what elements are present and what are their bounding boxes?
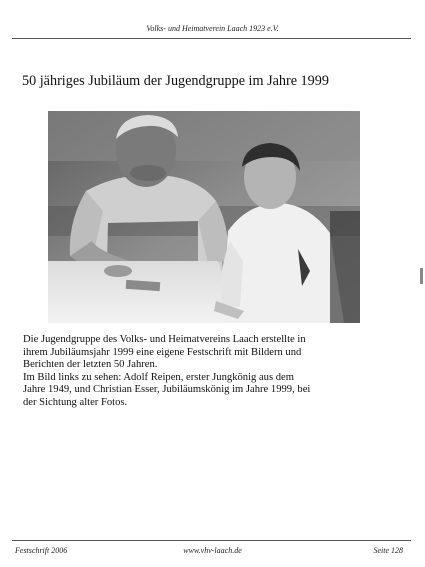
caption-line: Im Bild links zu sehen: Adolf Reipen, erster Jungkönig aus dem — [23, 371, 294, 383]
header-rule — [12, 38, 411, 39]
photo-illustration — [48, 111, 360, 323]
footer-left: Festschrift 2006 — [15, 546, 68, 555]
footer-page-number: Seite 128 — [373, 546, 403, 555]
caption-line: der Sichtung alter Fotos. — [23, 396, 128, 408]
scan-edge-mark — [420, 268, 423, 284]
caption-line: Jahre 1949, und Christian Esser, Jubiläumskönig im Jahre 1999, bei — [23, 384, 311, 396]
caption-line: ihrem Jubiläumsjahr 1999 eine eigene Festschrift mit Bildern und — [23, 346, 302, 358]
article-photo — [48, 111, 360, 323]
footer-rule — [12, 540, 411, 541]
footer-url: www.vhv-laach.de — [183, 546, 242, 555]
caption-line: Berichten der letzten 50 Jahren. — [23, 359, 158, 371]
caption-line: Die Jugendgruppe des Volks- und Heimatvereins Laach erstellte in — [23, 334, 306, 345]
photo-caption — [23, 334, 383, 410]
page-header: Volks- und Heimatverein Laach 1923 e.V. — [146, 24, 279, 33]
article-title: 50 jähriges Jubiläum der Jugendgruppe im Jahre 1999 — [22, 73, 329, 89]
